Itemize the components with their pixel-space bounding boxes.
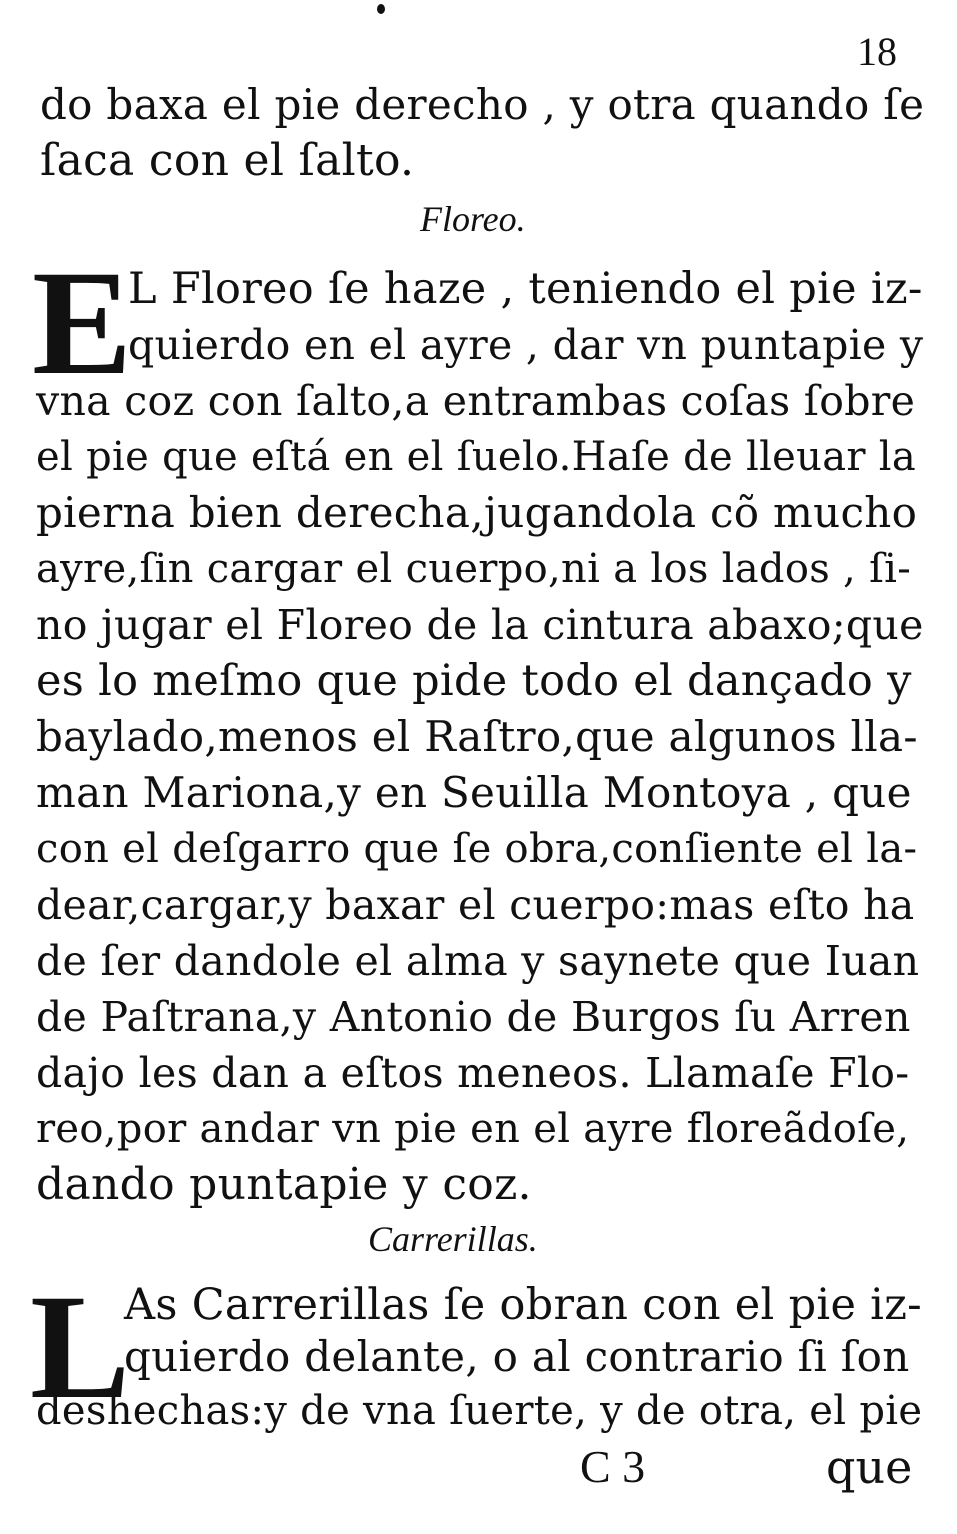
section-heading-carrerillas: Carrerillas. bbox=[368, 1219, 538, 1259]
text-line: ayre,ſin cargar el cuerpo,ni a los lados , ſi- bbox=[36, 546, 912, 592]
text-line: baylado,menos el Raſtro,que algunos lla- bbox=[36, 712, 918, 761]
text-line: es lo meſmo que pide todo el dançado y bbox=[36, 656, 912, 706]
text-line: do baxa el pie derecho , y otra quando ſe bbox=[40, 80, 925, 129]
signature-mark: C 3 bbox=[580, 1441, 646, 1492]
text-line: man Mariona,y en Seuilla Montoya , que bbox=[36, 768, 912, 817]
text-line: dajo les dan a eſtos meneos. Llamaſe Flo- bbox=[36, 1049, 910, 1097]
text-line: quierdo delante, o al contrario ſi ſon bbox=[124, 1332, 910, 1381]
text-line: dear,cargar,y baxar el cuerpo:mas eſto ha bbox=[36, 881, 915, 929]
drop-cap-l: L bbox=[30, 1264, 131, 1430]
text-line: de ſer dandole el alma y saynete que Iuan bbox=[36, 937, 920, 985]
folio-number: 18 bbox=[857, 29, 897, 74]
text-line: no jugar el Floreo de la cintura abaxo;que bbox=[36, 601, 924, 649]
text-line: el pie que eſtá en el ſuelo.Haſe de lleuar la bbox=[36, 434, 917, 480]
text-line: con el deſgarro que ſe obra,conſiente el la- bbox=[36, 826, 918, 872]
section-heading-floreo: Floreo. bbox=[420, 199, 526, 239]
ink-speck bbox=[377, 4, 385, 14]
text-line: ſaca con el ſalto. bbox=[40, 135, 415, 186]
text-line: dando puntapie y coz. bbox=[36, 1159, 532, 1210]
text-line: reo,por andar vn pie en el ayre floreãdoſe, bbox=[36, 1106, 910, 1152]
text-line: pierna bien derecha,jugandola cõ mucho bbox=[36, 488, 918, 537]
text-line: quierdo en el ayre , dar vn puntapie y bbox=[128, 321, 924, 369]
text-line: deshechas:y de vna ſuerte, y de otra, el pie bbox=[36, 1388, 923, 1434]
text-line: L Floreo ſe haze , teniendo el pie iz- bbox=[128, 264, 923, 314]
text-line: de Paſtrana,y Antonio de Burgos ſu Arren bbox=[36, 993, 911, 1041]
drop-cap-e: E bbox=[32, 240, 133, 406]
catchword: que bbox=[826, 1440, 913, 1494]
text-line: As Carrerillas ſe obran con el pie iz- bbox=[124, 1280, 922, 1330]
text-line: vna coz con ſalto,a entrambas coſas ſobre bbox=[36, 377, 916, 425]
